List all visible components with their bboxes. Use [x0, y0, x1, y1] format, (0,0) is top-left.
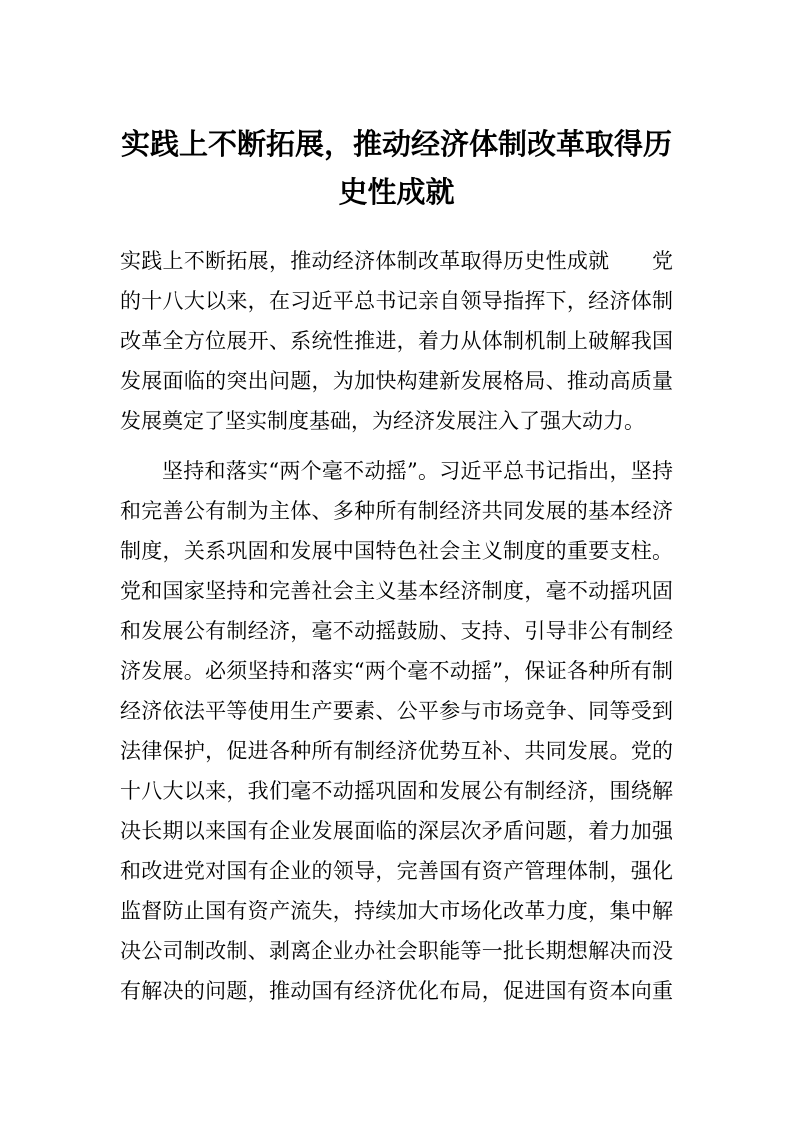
body-line: 经济依法平等使用生产要素、公平参与市场竞争、同等受到	[120, 699, 673, 723]
body-line: 和发展公有制经济，毫不动摇鼓励、支持、引导非公有制经	[120, 619, 673, 643]
body-line: 坚持和落实“两个毫不动摇”。习近平总书记指出，坚持	[162, 459, 673, 483]
body-line: 改革全方位展开、系统性推进，着力从体制机制上破解我国	[120, 329, 673, 353]
body-line: 实践上不断拓展，推动经济体制改革取得历史性成就 党	[120, 249, 673, 273]
body-line: 制度，关系巩固和发展中国特色社会主义制度的重要支柱。	[120, 539, 673, 563]
body-line: 济发展。必须坚持和落实“两个毫不动摇”，保证各种所有制	[120, 659, 673, 683]
body-line: 十八大以来，我们毫不动摇巩固和发展公有制经济，围绕解	[120, 779, 673, 803]
body-line: 发展奠定了坚实制度基础，为经济发展注入了强大动力。	[120, 409, 645, 433]
body-line: 法律保护，促进各种所有制经济优势互补、共同发展。党的	[120, 739, 673, 763]
body-line: 和改进党对国有企业的领导，完善国有资产管理体制，强化	[120, 859, 673, 883]
body-line: 有解决的问题，推动国有经济优化布局，促进国有资本向重	[120, 979, 673, 1003]
body-line: 决公司制改制、剥离企业办社会职能等一批长期想解决而没	[120, 939, 673, 963]
body-line: 党和国家坚持和完善社会主义基本经济制度，毫不动摇巩固	[120, 579, 673, 603]
body-line: 和完善公有制为主体、多种所有制经济共同发展的基本经济	[120, 499, 673, 523]
document-title-line-1: 实践上不断拓展，推动经济体制改革取得历	[120, 127, 672, 161]
document-title-line-2: 史性成就	[338, 175, 455, 209]
body-line: 的十八大以来，在习近平总书记亲自领导指挥下，经济体制	[120, 289, 673, 313]
body-line: 发展面临的突出问题，为加快构建新发展格局、推动高质量	[120, 369, 673, 393]
body-line: 决长期以来国有企业发展面临的深层次矛盾问题，着力加强	[120, 819, 673, 843]
body-line: 监督防止国有资产流失，持续加大市场化改革力度，集中解	[120, 899, 673, 923]
